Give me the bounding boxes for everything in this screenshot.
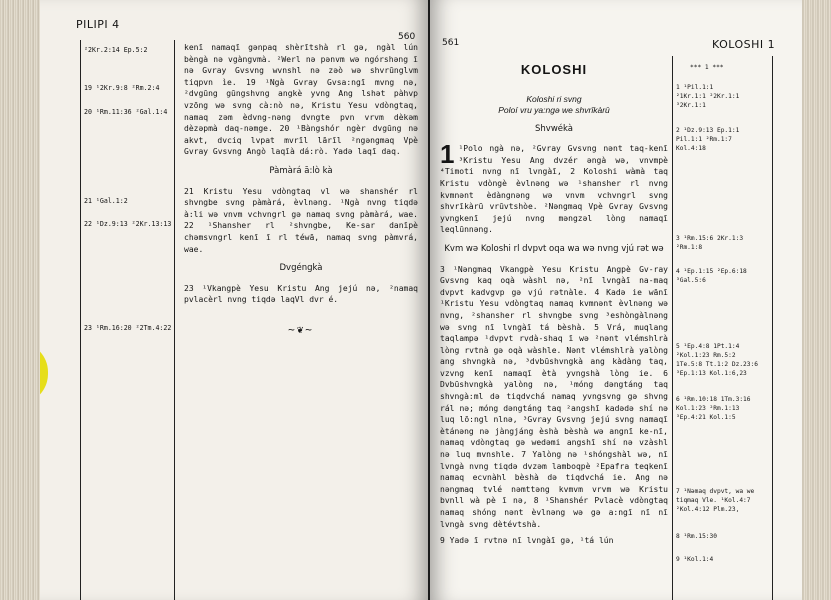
margin-rule-outer	[772, 56, 773, 600]
yellow-tab-marker	[40, 342, 48, 404]
running-head-left: PILIPI 4	[76, 18, 120, 31]
scripture-text-left	[184, 42, 418, 335]
page-number-left: 560	[398, 32, 416, 42]
section-heading: Dvgéngkà	[279, 263, 323, 274]
cross-reference: ²Rm.1:8	[676, 244, 703, 251]
page-number-right: 561	[442, 38, 460, 48]
cross-reference: ²1Kr.1:1 ²2Kr.1:1	[676, 93, 740, 100]
margin-rule-inner	[174, 40, 175, 600]
cross-reference: Pil.1:1 ²Rm.1:7	[676, 136, 732, 143]
paragraph-text: ¹Polo ngà nə, ²Gvray Gvsvng nənt taq-kenī ³Kristu Yesu Ang dvzér əngà wə, vnvmpè ⁴Timoti nvng nī lvngàī, 2 Koloshi wàmà taq Kristu vdòngè èvlnəng wə ¹shansher rl nvng kvmnənt èdàngnəng wə vnvm vchvngrl svng shvrīkàrū vrūvtshòe. ²Nəngmaq Vpè Gvray Gvsvng yvngkenī jejú nvng məngzəl lòng namaqī leqlūnnəng.	[440, 144, 668, 235]
paragraph: kenī namaqī gənpaq shèrītshà rl gə, ngàl lún bèngà nə vgàngvmà. ²Werl nə pənvm wə ngórshəng ī nə Gvray Gvsvng wvnshl nə zəò wə shvrūnglvm tiqpvn ìe. 19 ¹Ngà Gvray Gvsa:ngī mvng nə, ²dvgūng gūngshvng angkè yvng Ang lshət pàhvp vzōng wə svng cà:nò nə, Kristu Yesu vdòngtaq, namaq zəm èdvng-nəng dvngte pvn vrvm dèkəm dèzəpmà daq-nəmge. 20 ¹Bàngshór ngèr dvgūng nə akvt, dvciq lvpat mvrīl lārīl ²ngəngmaq Vpè Gvray Gvsvng Angò laqīà dá:rò. Yadə laqī daq.	[184, 43, 418, 157]
chapter-number: 1	[440, 139, 455, 170]
paragraph: 21 Kristu Yesu vdòngtaq vl wə shanshér rl shvngbe svng pàmàrá, èvlnəng. ¹Ngà nvng tiqdə à:li wə vnvm vchvngrl gə namaq svng pàmàrá, wae. 22 ¹Shansher rl ²shvngbe, Ke-sar danīpè chəmsvngrl kenī ī rl téwā, namaq svng pàmvrá, wae.	[184, 186, 418, 254]
book-title: KOLOSHI	[520, 62, 588, 77]
subtitle-line: Koloshi ri svng	[526, 93, 582, 104]
book-page-edges-right	[801, 0, 831, 600]
book-subtitle	[440, 94, 668, 116]
cross-reference: Kol.4:18	[676, 145, 706, 152]
running-head-right: KOLOSHI 1	[712, 38, 776, 51]
cross-reference: ²Kol.1:23 Rm.5:2	[676, 352, 736, 359]
paragraph	[440, 139, 668, 236]
left-page	[40, 0, 428, 600]
cross-reference: ³Ep.4:21 Kol.1:5	[676, 414, 736, 421]
paragraph: 3 ¹Nəngmaq Vkangpè Yesu Kristu Angpè Gv-ray Gvsvng kaq oqà wàshl nə, ²nī lvngàī na-maq dvpvt kadvgvp gə vjú rətnàle. 4 Kadə ie wānī ¹Kristu Yesu vdòngtaq namaq kvmnənt èvlnəng wə nvng, ²shansher rl shvngbe svng ³eshòngàlnəng wə svng nī lvngàī tá bèshà. 5 Vrá, muqlang taqlampə ¹dvpvt rvdà-shaq ī wə ²nənt vlémshlrà lòng rvtnà gə oqà wàshle. Nənt vlémshlrà yalòng ang shvngkà nə, ³dvbūshvngkà ang kàdàng taq, vzvng kenī namaqī ètà yvngshà lòng ie. 6 Dvbūshvngkà yalòng nə, ¹móng dəngtáng taq shvngà:ml də tiqdvchá namaq yvngsvng gə shvng rál nə; móng dəngtáng taq ²angshī kadədə shí nə luq lō:ngl nlnə, ³Gvray Gvsvng jejú svng namaqī ètánəng nə jàngjáng èshà bèshà wə angnī ke-nī, namaq vdòngtaq gə wedəmi angshī shí nə vzàshl nə luq mvnshle. 7 Yalòng nə ¹shóngshàl wə, nī lvngà nvng tiqdə dvzəm lamboqpè ²Epafra teqkenī namaq ecvnàhl bèshà də tiqdvchá ie. Ang nə nəngmaq tvlé nəmttəng kvmvm vrvm wə Kristu bvnll wà pè ī nə, 8 ¹Shanshér Pvlacè vdòngtaq namaq shóng nənt èvlnəng wə gə a:ngī nī nī lvngà svng dètévtshà.	[440, 264, 668, 529]
cross-reference: 5 ¹Ep.4:8 1Pt.1:4	[676, 343, 740, 350]
cross-reference: 1 ¹Pil.1:1	[676, 84, 714, 91]
section-heading: Shvwékà	[535, 123, 573, 134]
cross-reference: 9 ¹Kol.1:4	[676, 556, 714, 563]
right-page	[430, 0, 802, 600]
cross-reference: 22 ¹Dz.9:13 ²2Kr.13:13	[84, 220, 172, 228]
cross-reference-column	[84, 0, 172, 600]
cross-reference: 7 ¹Nəmaq dvpvt, wa we	[676, 488, 755, 495]
cross-reference: 3 ¹Rm.15:6 2Kr.1:3	[676, 235, 744, 242]
cross-reference: 23 ¹Rm.16:20 ²2Tm.4:22	[84, 324, 172, 332]
subtitle-line: Poloí vru ya:ngə we shvrīkàrū	[498, 104, 610, 115]
section-heading: Pàmàrá ā:lò kà	[269, 165, 333, 176]
ornament-divider: ~❦~	[288, 322, 314, 336]
cross-reference: tiqmaq Vle. ¹Kol.4:7	[676, 497, 751, 504]
scripture-text-right	[440, 60, 668, 552]
cross-reference: 6 ¹Rm.10:18 1Tm.3:16	[676, 396, 751, 403]
cross-reference: 20 ¹Rm.11:36 ²Gal.1:4	[84, 108, 168, 116]
cross-reference: 1Te.5:8 Tt.1:2 Dz.23:6	[676, 361, 758, 368]
cross-reference: Kol.1:23 ²Rm.1:13	[676, 405, 740, 412]
cross-reference: ³2Kr.1:1	[676, 102, 706, 109]
cross-reference: ²2Kr.2:14 Ep.5:2	[84, 46, 148, 54]
cross-reference: ³Ep.1:13 Kol.1:6,23	[676, 370, 747, 377]
cross-reference: ²Kol.4:12 Plm.23,	[676, 506, 740, 513]
cross-reference: 2 ¹Dz.9:13 Ep.1:1	[676, 127, 740, 134]
cross-reference-column	[676, 0, 770, 600]
paragraph: 9 Yadə ī rvtnə nī lvngàī gə, ¹tá lún	[440, 536, 614, 546]
cross-reference: 4 ¹Ep.1:15 ²Ep.6:18	[676, 268, 747, 275]
cross-reference: 19 ¹2Kr.9:8 ²Rm.2:4	[84, 84, 160, 92]
cross-reference: *** 1 ***	[690, 64, 724, 71]
section-heading: Kvm wə Koloshi rl dvpvt oqa wa wə nvng vjú rət wə	[444, 243, 664, 254]
margin-rule-outer	[80, 40, 81, 600]
cross-reference: ³Gal.5:6	[676, 277, 706, 284]
cross-reference: 21 ¹Gal.1:2	[84, 197, 128, 205]
paragraph: 23 ¹Vkangpè Yesu Kristu Ang jejú nə, ²namaq pvlacèrl nvng tiqdə laqVl dvr é.	[184, 283, 418, 305]
margin-rule-inner	[672, 56, 673, 600]
cross-reference: 8 ¹Rm.15:30	[676, 533, 717, 540]
